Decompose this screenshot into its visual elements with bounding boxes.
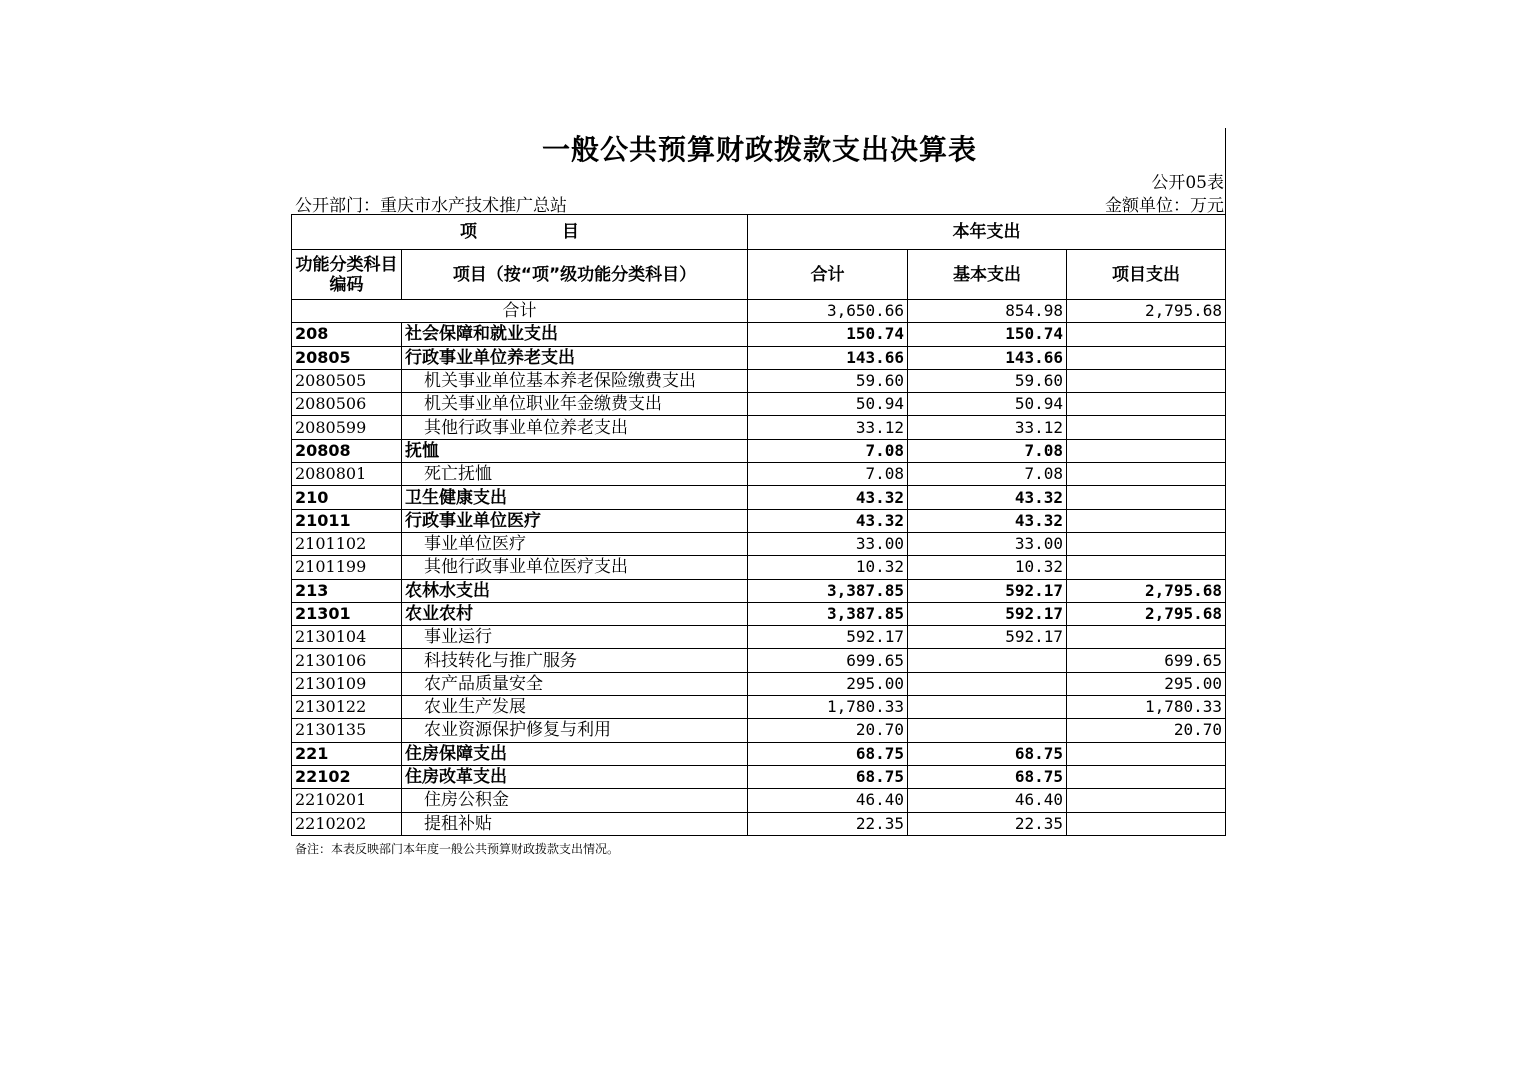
row-project <box>1067 765 1226 788</box>
header-code: 功能分类科目编码 <box>292 250 402 300</box>
header-item: 项 目 <box>292 215 748 250</box>
row-basic: 68.75 <box>908 765 1067 788</box>
row-project <box>1067 369 1226 392</box>
row-project <box>1067 346 1226 369</box>
row-total: 1,780.33 <box>748 696 908 719</box>
table-row <box>292 719 1226 742</box>
row-basic: 43.32 <box>908 509 1067 532</box>
table-row <box>292 672 1226 695</box>
row-name: 事业运行 <box>402 626 748 649</box>
row-basic <box>908 672 1067 695</box>
row-basic: 592.17 <box>908 626 1067 649</box>
row-name: 住房公积金 <box>402 789 748 812</box>
row-name: 其他行政事业单位养老支出 <box>402 416 748 439</box>
table-row <box>292 439 1226 462</box>
row-total: 50.94 <box>748 393 908 416</box>
expenditure-table <box>291 214 1226 836</box>
row-total: 295.00 <box>748 672 908 695</box>
header-total: 合计 <box>748 250 908 300</box>
page-title: 一般公共预算财政拨款支出决算表 <box>541 133 977 166</box>
row-project: 2,795.68 <box>1067 579 1226 602</box>
row-project <box>1067 742 1226 765</box>
row-total: 7.08 <box>748 463 908 486</box>
row-name: 农林水支出 <box>402 579 748 602</box>
row-total: 592.17 <box>748 626 908 649</box>
row-project <box>1067 532 1226 555</box>
row-total: 59.60 <box>748 369 908 392</box>
row-total: 20.70 <box>748 719 908 742</box>
row-basic <box>908 649 1067 672</box>
table-row <box>292 486 1226 509</box>
row-total: 3,387.85 <box>748 579 908 602</box>
table-row <box>292 626 1226 649</box>
row-code: 20805 <box>292 346 402 369</box>
row-code: 2080801 <box>292 463 402 486</box>
row-code: 2101199 <box>292 556 402 579</box>
table-row <box>292 556 1226 579</box>
table-row <box>292 696 1226 719</box>
total-project: 2,795.68 <box>1067 300 1226 323</box>
table-row <box>292 323 1226 346</box>
amount-unit-label: 金额单位：万元 <box>1105 196 1224 216</box>
row-code: 20808 <box>292 439 402 462</box>
header-basic: 基本支出 <box>908 250 1067 300</box>
row-project <box>1067 486 1226 509</box>
row-basic: 143.66 <box>908 346 1067 369</box>
row-basic: 33.00 <box>908 532 1067 555</box>
row-basic <box>908 696 1067 719</box>
row-code: 2101102 <box>292 532 402 555</box>
row-total: 699.65 <box>748 649 908 672</box>
row-basic: 59.60 <box>908 369 1067 392</box>
row-name: 机关事业单位基本养老保险缴费支出 <box>402 369 748 392</box>
row-name: 卫生健康支出 <box>402 486 748 509</box>
row-name: 住房改革支出 <box>402 765 748 788</box>
row-code: 210 <box>292 486 402 509</box>
row-total: 43.32 <box>748 486 908 509</box>
table-row <box>292 579 1226 602</box>
row-code: 208 <box>292 323 402 346</box>
row-project <box>1067 416 1226 439</box>
row-project <box>1067 393 1226 416</box>
row-name: 死亡抚恤 <box>402 463 748 486</box>
row-total: 33.00 <box>748 532 908 555</box>
footnote: 备注：本表反映部门本年度一般公共预算财政拨款支出情况。 <box>295 842 620 856</box>
row-project: 295.00 <box>1067 672 1226 695</box>
row-name: 农业资源保护修复与利用 <box>402 719 748 742</box>
row-basic: 50.94 <box>908 393 1067 416</box>
table-row <box>292 393 1226 416</box>
row-project <box>1067 789 1226 812</box>
department-label: 公开部门：重庆市水产技术推广总站 <box>295 196 567 216</box>
row-basic: 592.17 <box>908 602 1067 625</box>
row-project <box>1067 463 1226 486</box>
row-code: 21011 <box>292 509 402 532</box>
header-row-top <box>292 215 1226 250</box>
row-name: 农业生产发展 <box>402 696 748 719</box>
row-project <box>1067 323 1226 346</box>
row-project <box>1067 556 1226 579</box>
row-code: 2210201 <box>292 789 402 812</box>
row-code: 2130109 <box>292 672 402 695</box>
row-code: 221 <box>292 742 402 765</box>
header-project: 项目支出 <box>1067 250 1226 300</box>
total-basic: 854.98 <box>908 300 1067 323</box>
row-name: 农产品质量安全 <box>402 672 748 695</box>
row-basic <box>908 719 1067 742</box>
row-total: 3,387.85 <box>748 602 908 625</box>
row-total: 43.32 <box>748 509 908 532</box>
row-total: 150.74 <box>748 323 908 346</box>
row-name: 行政事业单位养老支出 <box>402 346 748 369</box>
header-name: 项目（按“项”级功能分类科目） <box>402 250 748 300</box>
row-code: 2080505 <box>292 369 402 392</box>
row-code: 2130122 <box>292 696 402 719</box>
row-code: 213 <box>292 579 402 602</box>
row-project: 699.65 <box>1067 649 1226 672</box>
row-basic: 46.40 <box>908 789 1067 812</box>
row-code: 21301 <box>292 602 402 625</box>
table-row <box>292 789 1226 812</box>
row-basic: 33.12 <box>908 416 1067 439</box>
table-row <box>292 742 1226 765</box>
row-total: 46.40 <box>748 789 908 812</box>
row-name: 住房保障支出 <box>402 742 748 765</box>
row-basic: 150.74 <box>908 323 1067 346</box>
row-project: 2,795.68 <box>1067 602 1226 625</box>
row-basic: 592.17 <box>908 579 1067 602</box>
total-amount: 3,650.66 <box>748 300 908 323</box>
row-code: 22102 <box>292 765 402 788</box>
row-name: 社会保障和就业支出 <box>402 323 748 346</box>
row-project: 1,780.33 <box>1067 696 1226 719</box>
row-name: 科技转化与推广服务 <box>402 649 748 672</box>
row-total: 68.75 <box>748 742 908 765</box>
table-row <box>292 416 1226 439</box>
total-row <box>292 300 1226 323</box>
row-name: 事业单位医疗 <box>402 532 748 555</box>
row-total: 68.75 <box>748 765 908 788</box>
table-row <box>292 509 1226 532</box>
row-name: 其他行政事业单位医疗支出 <box>402 556 748 579</box>
row-code: 2080506 <box>292 393 402 416</box>
row-name: 农业农村 <box>402 602 748 625</box>
row-project <box>1067 626 1226 649</box>
row-name: 提租补贴 <box>402 812 748 835</box>
row-total: 143.66 <box>748 346 908 369</box>
row-name: 行政事业单位医疗 <box>402 509 748 532</box>
row-code: 2130106 <box>292 649 402 672</box>
table-row <box>292 765 1226 788</box>
row-project <box>1067 439 1226 462</box>
row-basic: 43.32 <box>908 486 1067 509</box>
row-total: 10.32 <box>748 556 908 579</box>
table-row <box>292 369 1226 392</box>
row-name: 机关事业单位职业年金缴费支出 <box>402 393 748 416</box>
row-basic: 22.35 <box>908 812 1067 835</box>
row-basic: 68.75 <box>908 742 1067 765</box>
row-code: 2210202 <box>292 812 402 835</box>
table-row <box>292 649 1226 672</box>
row-total: 33.12 <box>748 416 908 439</box>
row-project <box>1067 509 1226 532</box>
row-project: 20.70 <box>1067 719 1226 742</box>
row-total: 22.35 <box>748 812 908 835</box>
row-code: 2080599 <box>292 416 402 439</box>
total-label: 合计 <box>292 300 748 323</box>
table-row <box>292 463 1226 486</box>
row-name: 抚恤 <box>402 439 748 462</box>
row-project <box>1067 812 1226 835</box>
row-code: 2130104 <box>292 626 402 649</box>
table-row <box>292 812 1226 835</box>
row-code: 2130135 <box>292 719 402 742</box>
table-row <box>292 532 1226 555</box>
row-basic: 10.32 <box>908 556 1067 579</box>
table-number: 公开05表 <box>1151 173 1224 193</box>
row-total: 7.08 <box>748 439 908 462</box>
header-current-year: 本年支出 <box>748 215 1226 250</box>
row-basic: 7.08 <box>908 463 1067 486</box>
header-row-sub <box>292 250 1226 300</box>
table-row <box>292 346 1226 369</box>
row-basic: 7.08 <box>908 439 1067 462</box>
table-row <box>292 602 1226 625</box>
